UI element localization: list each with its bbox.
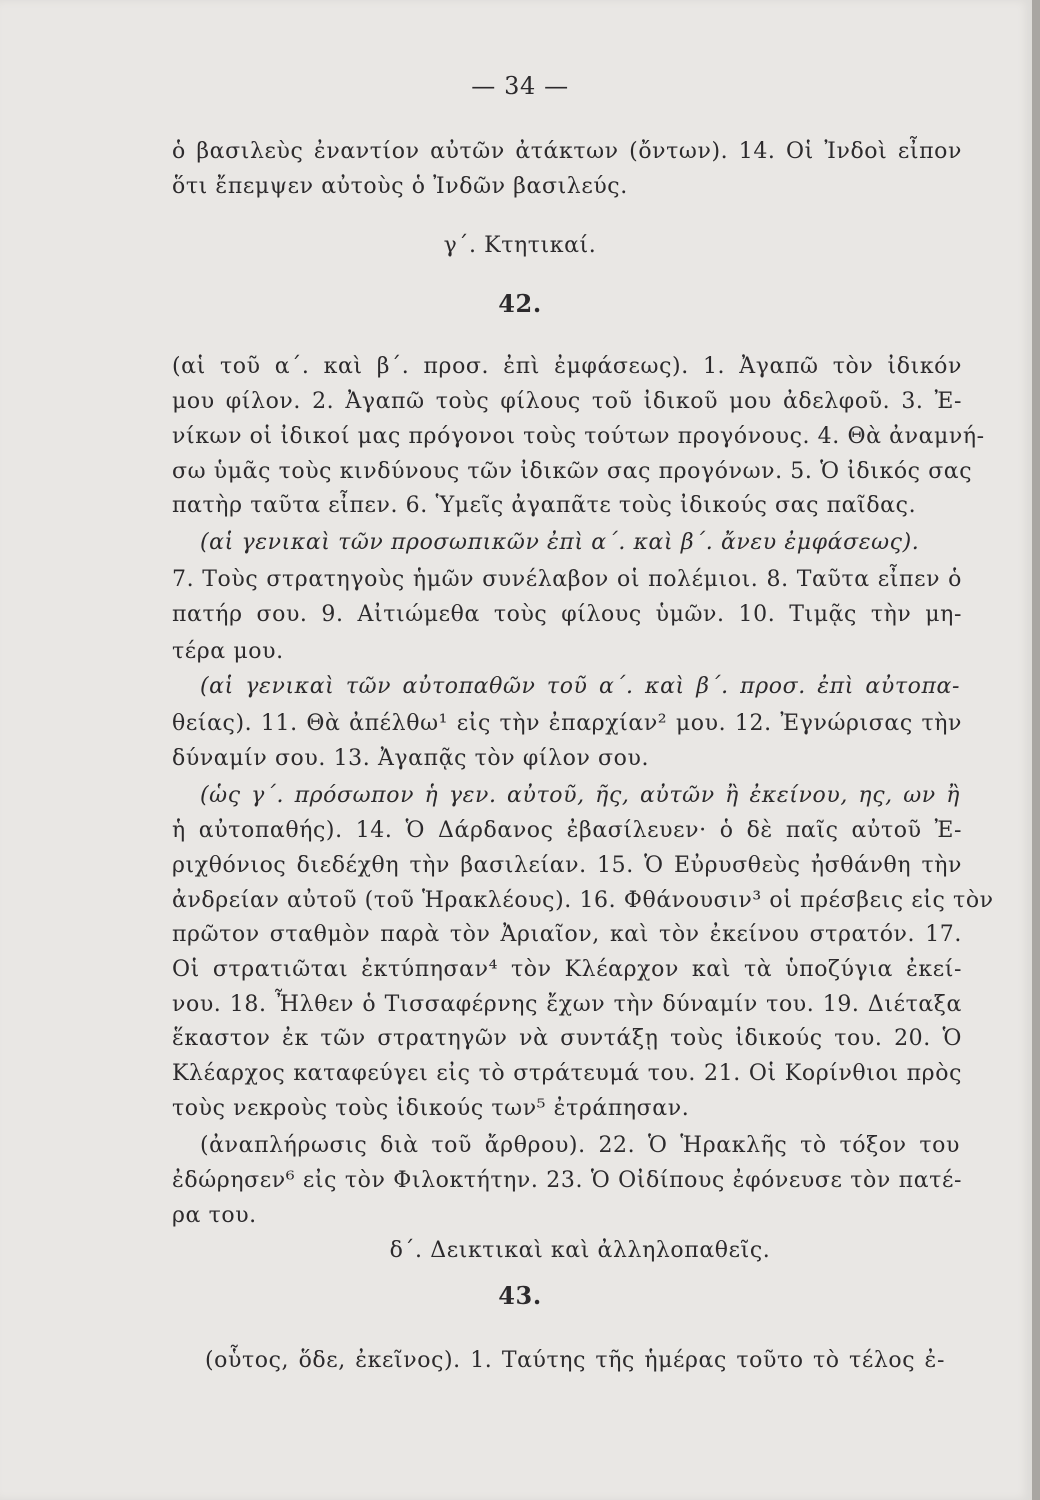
text-line: πρῶτον σταθμὸν παρὰ τὸν Ἀριαῖον, καὶ τὸν ἐκείνου στρατόν. 17. bbox=[172, 922, 962, 947]
text-line: ὁ βασιλεὺς ἐναντίον αὐτῶν ἀτάκτων (ὄντων). 14. Οἱ Ἰνδοὶ εἶπον bbox=[172, 139, 962, 164]
text-line: Κλέαρχος καταφεύγει εἰς τὸ στράτευμά του. 21. Οἱ Κορίνθιοι πρὸς bbox=[172, 1061, 962, 1086]
text-line: θείας). 11. Θὰ ἀπέλθω¹ εἰς τὴν ἐπαρχίαν² μου. 12. Ἐγνώρισας τὴν bbox=[172, 711, 962, 736]
text-line: ἡ αὐτοπαθής). 14. Ὁ Δάρδανος ἐβασίλευεν· ὁ δὲ παῖς αὐτοῦ Ἐ- bbox=[172, 818, 962, 843]
grammar-note: (αἱ γενικαὶ τῶν προσωπικῶν ἐπὶ α΄. καὶ β΄. ἄνευ ἐμφάσεως). bbox=[200, 530, 920, 555]
subsection-heading: δ΄. Δεικτικαὶ καὶ ἀλληλοπαθεῖς. bbox=[389, 1238, 771, 1263]
text-line: πατὴρ ταῦτα εἶπεν. 6. Ὑμεῖς ἀγαπᾶτε τοὺς ἰδικούς σας παῖδας. bbox=[172, 493, 917, 518]
text-line: 7. Τοὺς στρατηγοὺς ἡμῶν συνέλαβον οἱ πολέμιοι. 8. Ταῦτα εἶπεν ὁ bbox=[172, 567, 962, 592]
text-line: (αἱ τοῦ α΄. καὶ β΄. προσ. ἐπὶ ἐμφάσεως). 1. Ἀγαπῶ τὸν ἰδικόν bbox=[172, 354, 962, 379]
text-line: ριχθόνιος διεδέχθη τὴν βασιλείαν. 15. Ὁ Εὐρυσθεὺς ἠσθάνθη τὴν bbox=[172, 853, 962, 878]
grammar-note: (αἱ γενικαὶ τῶν αὐτοπαθῶν τοῦ α΄. καὶ β΄. προσ. ἐπὶ αὐτοπα- bbox=[200, 674, 960, 699]
page-edge bbox=[1032, 0, 1040, 1500]
text-line: σω ὑμᾶς τοὺς κινδύνους τῶν ἰδικῶν σας προγόνων. 5. Ὁ ἰδικός σας bbox=[172, 459, 973, 484]
text-line: τέρα μου. bbox=[172, 639, 284, 664]
text-line: ἀνδρείαν αὐτοῦ (τοῦ Ἡρακλέους). 16. Φθάνουσιν³ οἱ πρέσβεις εἰς τὸν bbox=[172, 888, 994, 913]
grammar-note: (ὡς γ΄. πρόσωπον ἡ γεν. αὐτοῦ, ῆς, αὐτῶν ἢ ἐκείνου, ης, ων ἢ bbox=[200, 783, 960, 808]
text-line: (ἀναπλήρωσις διὰ τοῦ ἄρθρου). 22. Ὁ Ἡρακλῆς τὸ τόξον του bbox=[200, 1133, 960, 1158]
text-line: πατήρ σου. 9. Αἰτιώμεθα τοὺς φίλους ὑμῶν. 10. Τιμᾷς τὴν μη- bbox=[172, 602, 962, 627]
section-number: 43. bbox=[498, 1281, 542, 1310]
text-line: ἐδώρησεν⁶ εἰς τὸν Φιλοκτήτην. 23. Ὁ Οἰδίπους ἐφόνευσε τὸν πατέ- bbox=[172, 1168, 962, 1193]
subsection-heading: γ΄. Κτητικαί. bbox=[443, 233, 597, 258]
text-line: ὅτι ἔπεμψεν αὐτοὺς ὁ Ἰνδῶν βασιλεύς. bbox=[172, 174, 628, 199]
text-line: δύναμίν σου. 13. Ἀγαπᾷς τὸν φίλον σου. bbox=[172, 746, 650, 771]
section-number: 42. bbox=[498, 289, 542, 318]
page-number: — 34 — bbox=[471, 72, 569, 100]
text-line: μου φίλον. 2. Ἀγαπῶ τοὺς φίλους τοῦ ἰδικοῦ μου ἀδελφοῦ. 3. Ἐ- bbox=[172, 389, 962, 414]
text-line: νου. 18. Ἦλθεν ὁ Τισσαφέρνης ἔχων τὴν δύναμίν του. 19. Διέταξα bbox=[172, 992, 962, 1017]
text-line: Οἱ στρατιῶται ἐκτύπησαν⁴ τὸν Κλέαρχον καὶ τὰ ὑποζύγια ἐκεί- bbox=[172, 957, 962, 982]
text-line: ρα του. bbox=[172, 1203, 257, 1228]
text-line: νίκων οἱ ἰδικοί μας πρόγονοι τοὺς τούτων προγόνους. 4. Θὰ ἀναμνή- bbox=[172, 424, 985, 449]
text-line: τοὺς νεκροὺς τοὺς ἰδικούς των⁵ ἐτράπησαν. bbox=[172, 1096, 690, 1121]
text-line: ἕκαστον ἐκ τῶν στρατηγῶν νὰ συντάξῃ τοὺς ἰδικούς του. 20. Ὁ bbox=[172, 1026, 962, 1051]
text-line: (οὗτος, ὅδε, ἐκεῖνος). 1. Ταύτης τῆς ἡμέρας τοῦτο τὸ τέλος ἐ- bbox=[205, 1348, 945, 1373]
